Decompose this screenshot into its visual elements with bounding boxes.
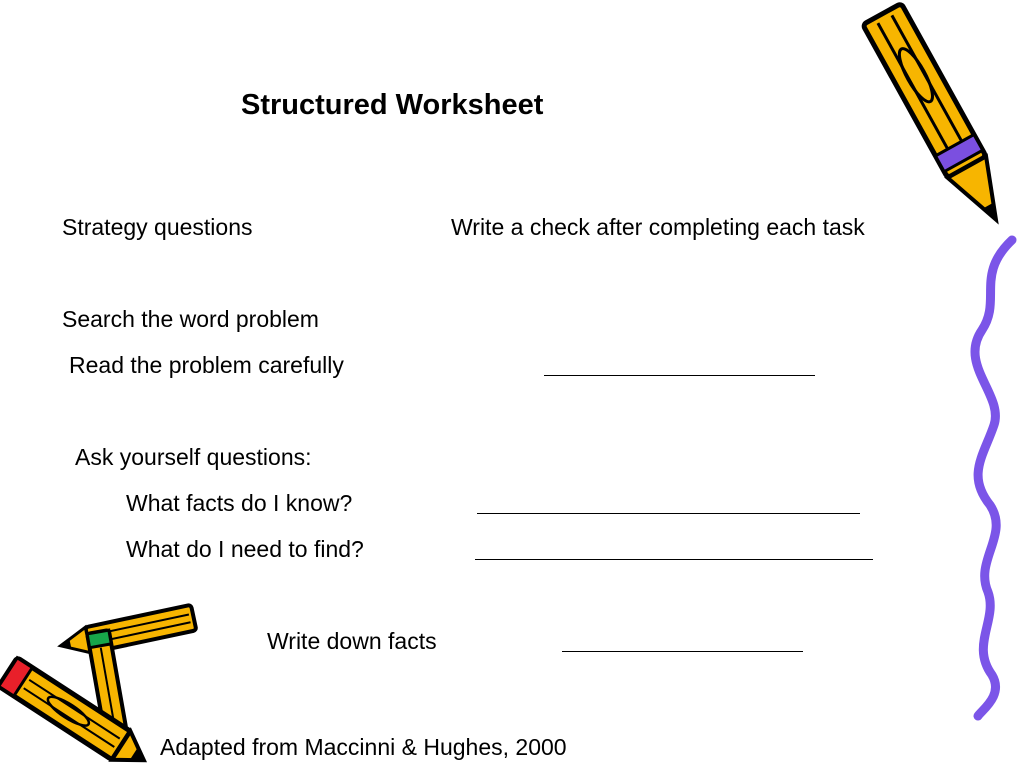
facts-known-label: What facts do I know? [126,490,353,516]
check-instruction-heading: Write a check after completing each task [451,214,865,240]
search-word-problem-heading: Search the word problem [62,306,319,332]
citation-footer: Adapted from Maccinni & Hughes, 2000 [160,734,567,760]
strategy-questions-heading: Strategy questions [62,214,253,240]
need-to-find-label: What do I need to find? [126,536,364,562]
read-problem-label: Read the problem carefully [69,352,344,378]
write-facts-label: Write down facts [267,628,437,654]
ask-questions-label: Ask yourself questions: [75,444,312,470]
page-title: Structured Worksheet [241,89,544,121]
